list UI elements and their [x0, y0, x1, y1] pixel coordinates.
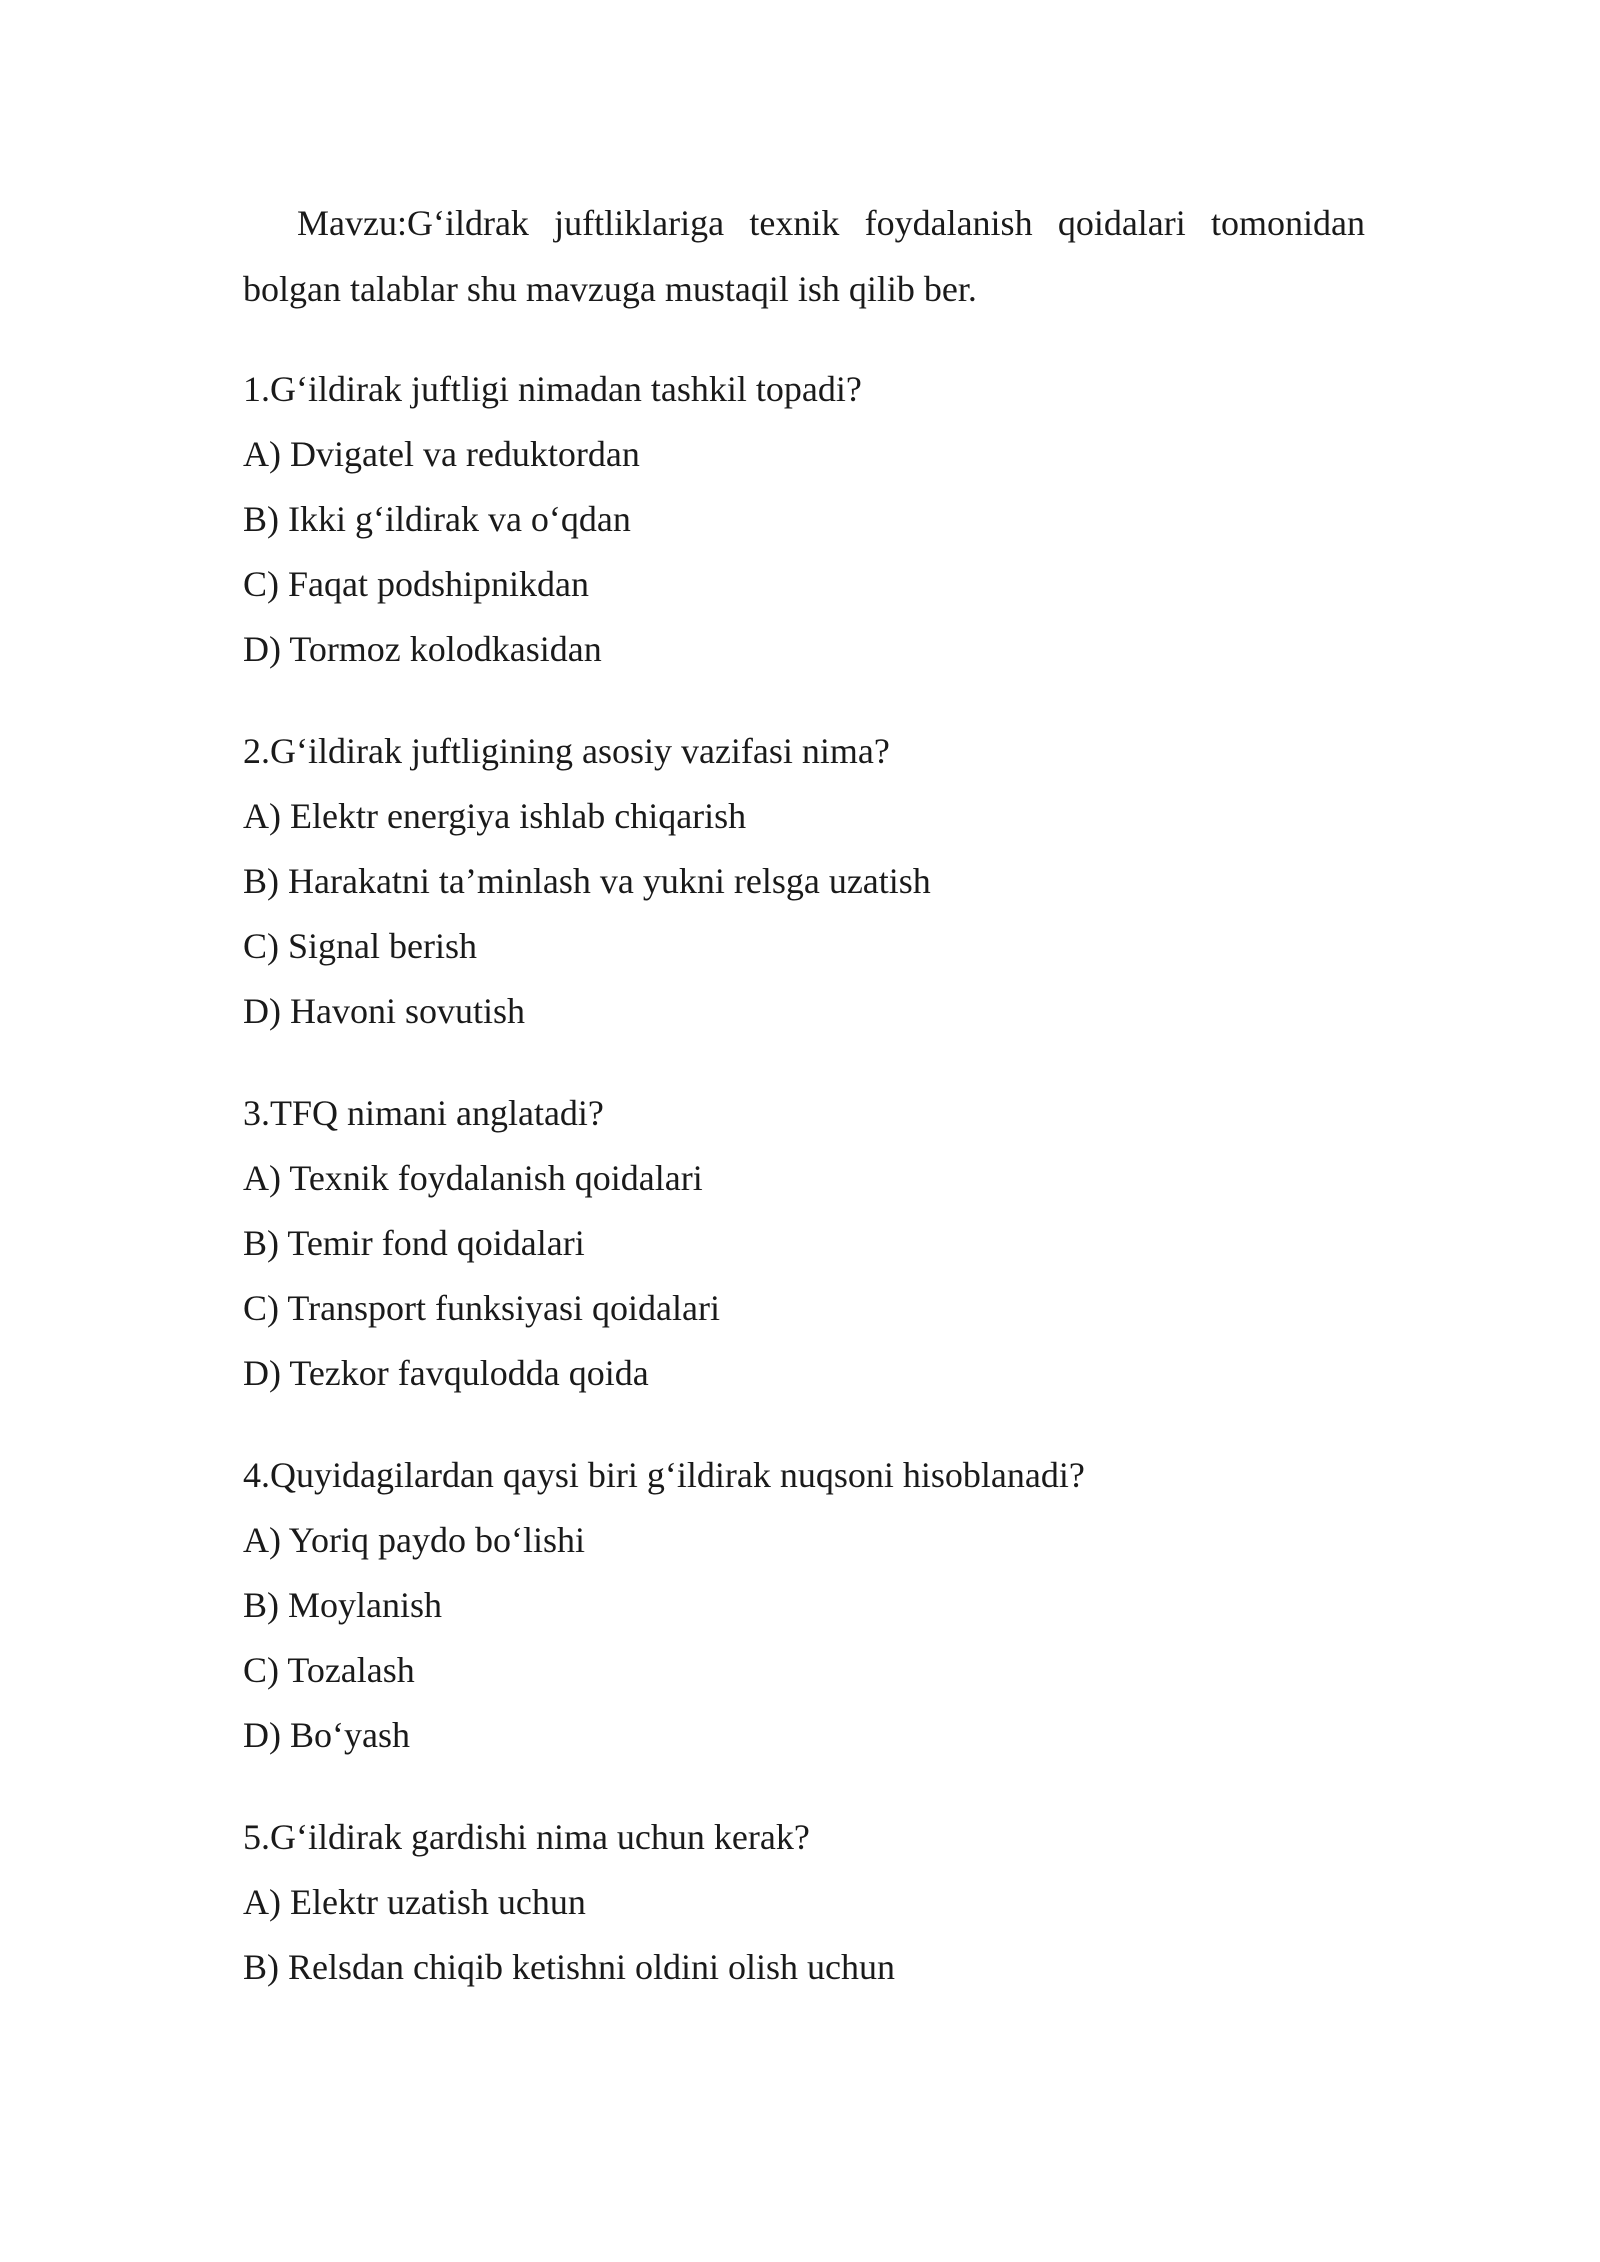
question-block-2 [243, 719, 1365, 1044]
answer-option-a: A) Elektr energiya ishlab chiqarish [243, 796, 747, 836]
answer-option-b: B) Moylanish [243, 1585, 443, 1625]
answer-option-a: A) Yoriq paydo bo‘lishi [243, 1520, 586, 1560]
answer-option-d: D) Havoni sovutish [243, 991, 525, 1031]
question-block-3 [243, 1081, 1365, 1406]
answer-option-d: D) Bo‘yash [243, 1715, 410, 1755]
answer-option-b: B) Ikki g‘ildirak va o‘qdan [243, 499, 631, 539]
answer-option-b: B) Relsdan chiqib ketishni oldini olish uchun [243, 1947, 895, 1987]
question-text: 3.TFQ nimani anglatadi? [243, 1093, 604, 1133]
answer-option-b: B) Harakatni ta’minlash va yukni relsga uzatish [243, 861, 931, 901]
question-block-4 [243, 1443, 1365, 1768]
question-block-1 [243, 357, 1365, 682]
question-block-5 [243, 1805, 1365, 2000]
answer-option-c: C) Faqat podshipnikdan [243, 564, 589, 604]
question-text: 1.G‘ildirak juftligi nimadan tashkil topadi? [243, 369, 862, 409]
answer-option-a: A) Texnik foydalanish qoidalari [243, 1158, 703, 1198]
answer-option-c: C) Signal berish [243, 926, 477, 966]
answer-option-d: D) Tormoz kolodkasidan [243, 629, 602, 669]
answer-option-a: A) Elektr uzatish uchun [243, 1882, 586, 1922]
question-text: 4.Quyidagilardan qaysi biri g‘ildirak nuqsoni hisoblanadi? [243, 1455, 1085, 1495]
answer-option-c: C) Transport funksiyasi qoidalari [243, 1288, 720, 1328]
answer-option-d: D) Tezkor favqulodda qoida [243, 1353, 649, 1393]
question-text: 2.G‘ildirak juftligining asosiy vazifasi nima? [243, 731, 890, 771]
topic-paragraph: Mavzu:G‘ildrak juftliklariga texnik foydalanish qoidalari tomonidan bolgan talablar shu mavzuga mustaqil ish qilib ber. [243, 203, 1365, 309]
document-content [243, 190, 1365, 2037]
answer-option-a: A) Dvigatel va reduktordan [243, 434, 640, 474]
answer-option-b: B) Temir fond qoidalari [243, 1223, 585, 1263]
question-text: 5.G‘ildirak gardishi nima uchun kerak? [243, 1817, 810, 1857]
answer-option-c: C) Tozalash [243, 1650, 415, 1690]
